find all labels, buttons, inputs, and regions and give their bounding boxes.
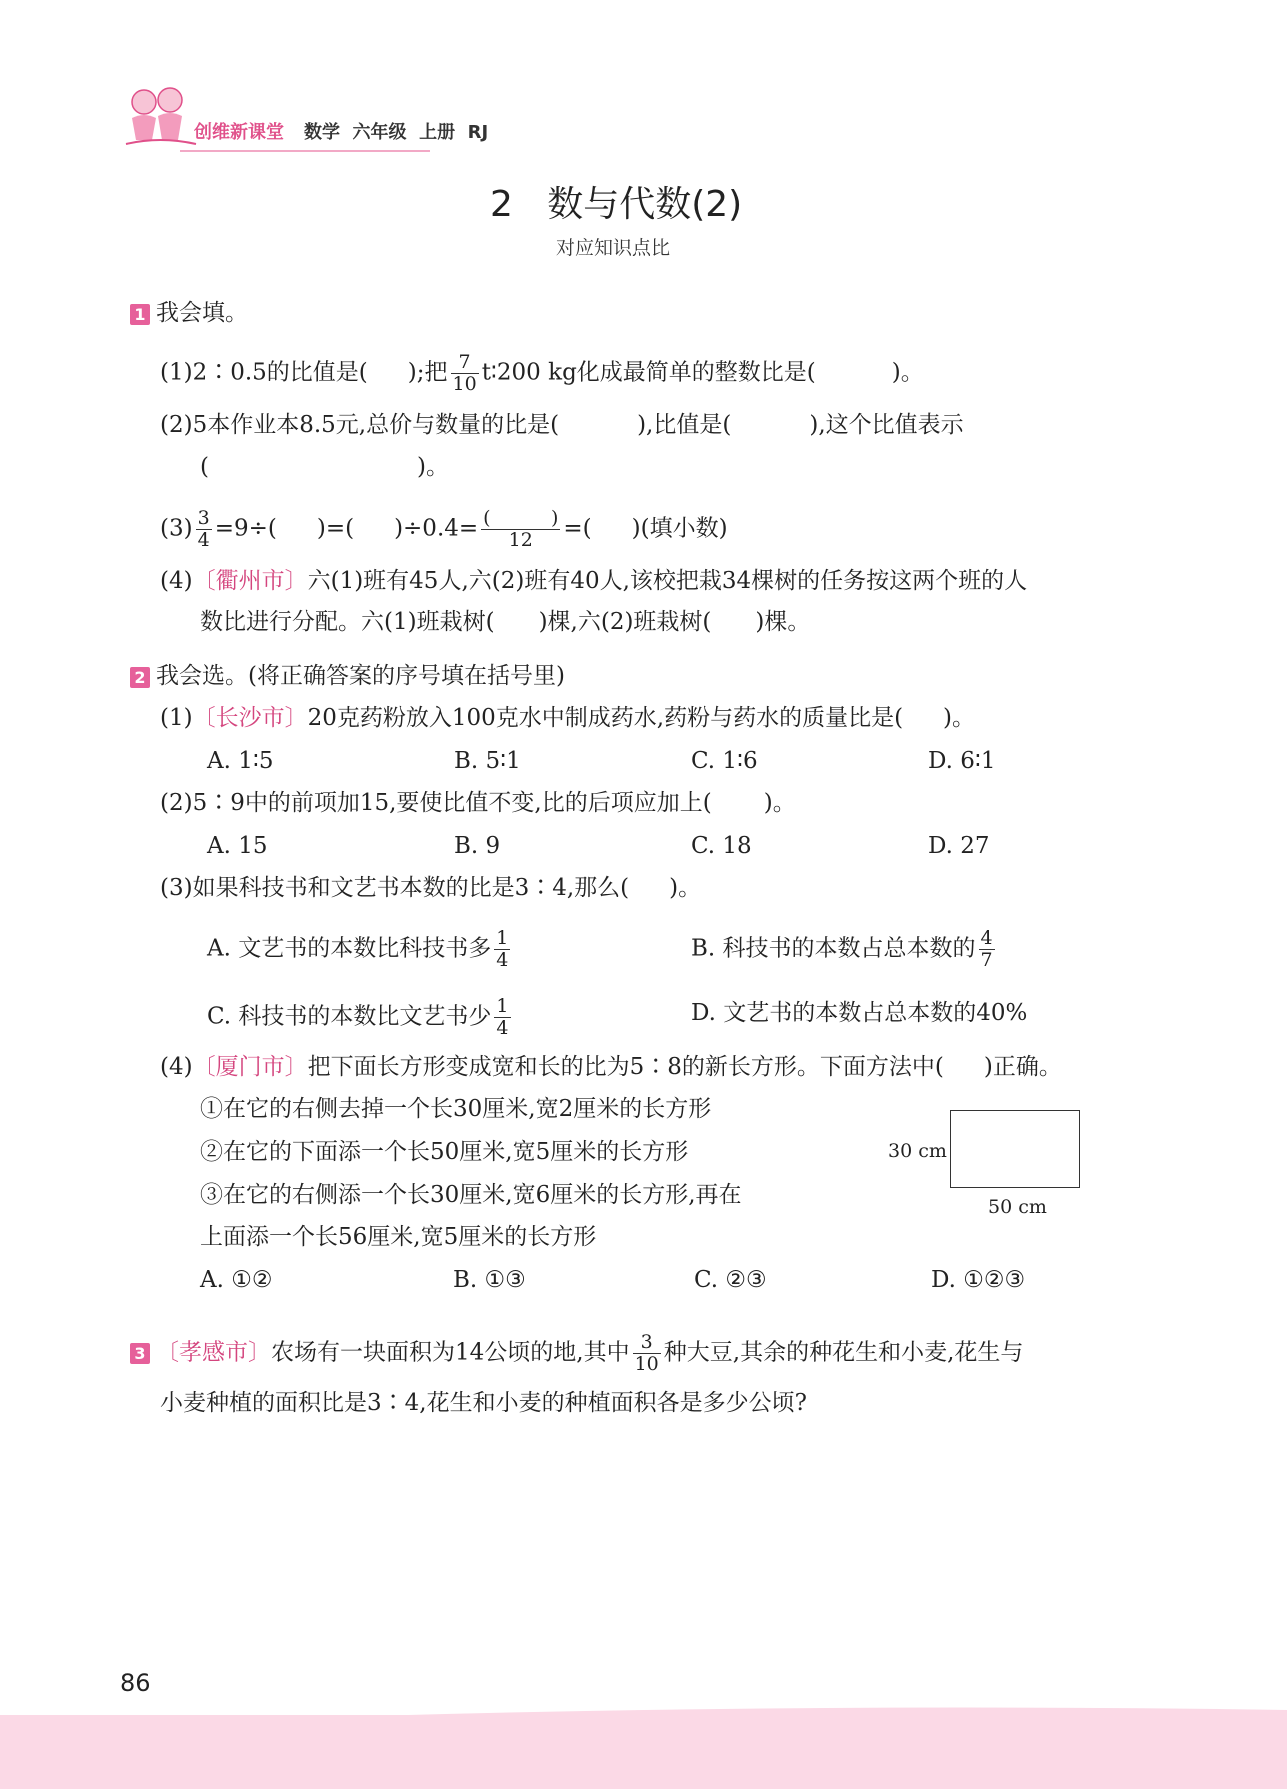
- q2-part1-option: B. 5∶1: [454, 748, 521, 774]
- header-logo: [122, 84, 198, 154]
- q1-part1: (1)2∶0.5的比值是( );把 $\frac{7}{10}$ t∶200 kg化成最简单的整数比是( )。: [160, 351, 924, 395]
- fraction: $\frac{4}{7}$: [980, 927, 993, 971]
- rect-height-label: 30 cm: [888, 1140, 947, 1162]
- q2-part3-option-d: D. 文艺书的本数占总本数的40%: [691, 1000, 1028, 1026]
- q2-part1-option: C. 1∶6: [691, 748, 758, 774]
- q2-part4-method3-cont: 上面添一个长56厘米,宽5厘米的长方形: [200, 1224, 597, 1250]
- fraction: $\frac{1}{4}$: [496, 927, 509, 971]
- rect-width-label: 50 cm: [988, 1196, 1047, 1218]
- q1-part3: (3) $\frac{3}{4}$ =9÷( )=( )÷0.4= $\frac{( )}{12}$ =( )(填小数): [160, 507, 728, 551]
- q2-part4-option: A. ①②: [200, 1267, 273, 1293]
- q2-part4-option: D. ①②③: [931, 1267, 1026, 1293]
- q3-number-badge: 3: [130, 1343, 150, 1364]
- q1-heading-text: 我会填。: [156, 300, 248, 326]
- q2-part1-option: A. 1∶5: [207, 748, 274, 774]
- q1-part2-cont: ( )。: [200, 454, 449, 480]
- q2-part2: (2)5∶9中的前项加15,要使比值不变,比的后项应加上( )。: [160, 790, 796, 816]
- fraction: $\frac{7}{10}$: [452, 351, 477, 395]
- q2-part2-option: A. 15: [207, 833, 268, 859]
- q2-part4-option: B. ①③: [453, 1267, 526, 1293]
- q2-part3: (3)如果科技书和文艺书本数的比是3∶4,那么( )。: [160, 875, 702, 901]
- q3-line1: 3 〔孝感市〕农场有一块面积为14公顷的地,其中 $\frac{3}{10}$ 种大豆,其余的种花生和小麦,花生与: [130, 1332, 1023, 1375]
- q1-heading: [130, 298, 248, 328]
- q1-number-badge: 1: [130, 304, 150, 325]
- city-tag: 〔长沙市〕: [192, 705, 308, 731]
- q2-part3-option-a: A. 文艺书的本数比科技书多 $\frac{1}{4}$: [207, 927, 509, 971]
- fraction: $\frac{1}{4}$: [496, 995, 509, 1039]
- q2-part4-option: C. ②③: [694, 1267, 767, 1293]
- q2-part2-option: B. 9: [454, 833, 501, 859]
- city-tag: 〔衢州市〕: [192, 568, 308, 594]
- header-brand: 创维新课堂: [194, 122, 284, 143]
- q2-part4-method1: ①在它的右侧去掉一个长30厘米,宽2厘米的长方形: [200, 1096, 712, 1122]
- page-subtitle: 对应知识点比: [556, 237, 671, 259]
- q2-heading-text: 我会选。(将正确答案的序号填在括号里): [156, 663, 565, 689]
- fraction: $\frac{3}{10}$: [634, 1331, 659, 1375]
- fraction: $\frac{3}{4}$: [197, 507, 210, 551]
- city-tag: 〔厦门市〕: [192, 1054, 308, 1080]
- rectangle-figure: [950, 1110, 1080, 1188]
- q3-line2: 小麦种植的面积比是3∶4,花生和小麦的种植面积各是多少公顷?: [160, 1390, 807, 1416]
- q2-part4: (4)〔厦门市〕把下面长方形变成宽和长的比为5∶8的新长方形。下面方法中( )正确。: [160, 1054, 1062, 1080]
- city-tag: 〔孝感市〕: [156, 1339, 271, 1366]
- q2-part3-option-b: B. 科技书的本数占总本数的 $\frac{4}{7}$: [691, 927, 993, 971]
- q2-part4-method3: ③在它的右侧添一个长30厘米,宽6厘米的长方形,再在: [200, 1182, 742, 1208]
- q2-heading: [130, 661, 565, 691]
- header-meta: 数学 六年级 上册 RJ: [304, 122, 489, 143]
- header-underline: [180, 150, 430, 152]
- page-number: 86: [120, 1669, 151, 1697]
- q2-part2-option: C. 18: [691, 833, 752, 859]
- q2-number-badge: 2: [130, 667, 150, 688]
- page-title: 2 数与代数(2): [490, 184, 743, 225]
- q2-part1-option: D. 6∶1: [928, 748, 996, 774]
- footer-band: [0, 1715, 1287, 1789]
- q2-part3-option-c: C. 科技书的本数比文艺书少 $\frac{1}{4}$: [207, 995, 509, 1039]
- q1-part2: (2)5本作业本8.5元,总价与数量的比是( ),比值是( ),这个比值表示: [160, 412, 964, 438]
- fraction: $\frac{( )}{12}$: [483, 507, 559, 551]
- q1-part4: (4)〔衢州市〕六(1)班有45人,六(2)班有40人,该校把栽34棵树的任务按这两个班的人: [160, 568, 1028, 594]
- q2-part4-method2: ②在它的下面添一个长50厘米,宽5厘米的长方形: [200, 1139, 689, 1165]
- q2-part2-option: D. 27: [928, 833, 990, 859]
- q2-part1: (1)〔长沙市〕20克药粉放入100克水中制成药水,药粉与药水的质量比是( )。: [160, 705, 976, 731]
- q1-part4-cont: 数比进行分配。六(1)班栽树( )棵,六(2)班栽树( )棵。: [200, 609, 811, 635]
